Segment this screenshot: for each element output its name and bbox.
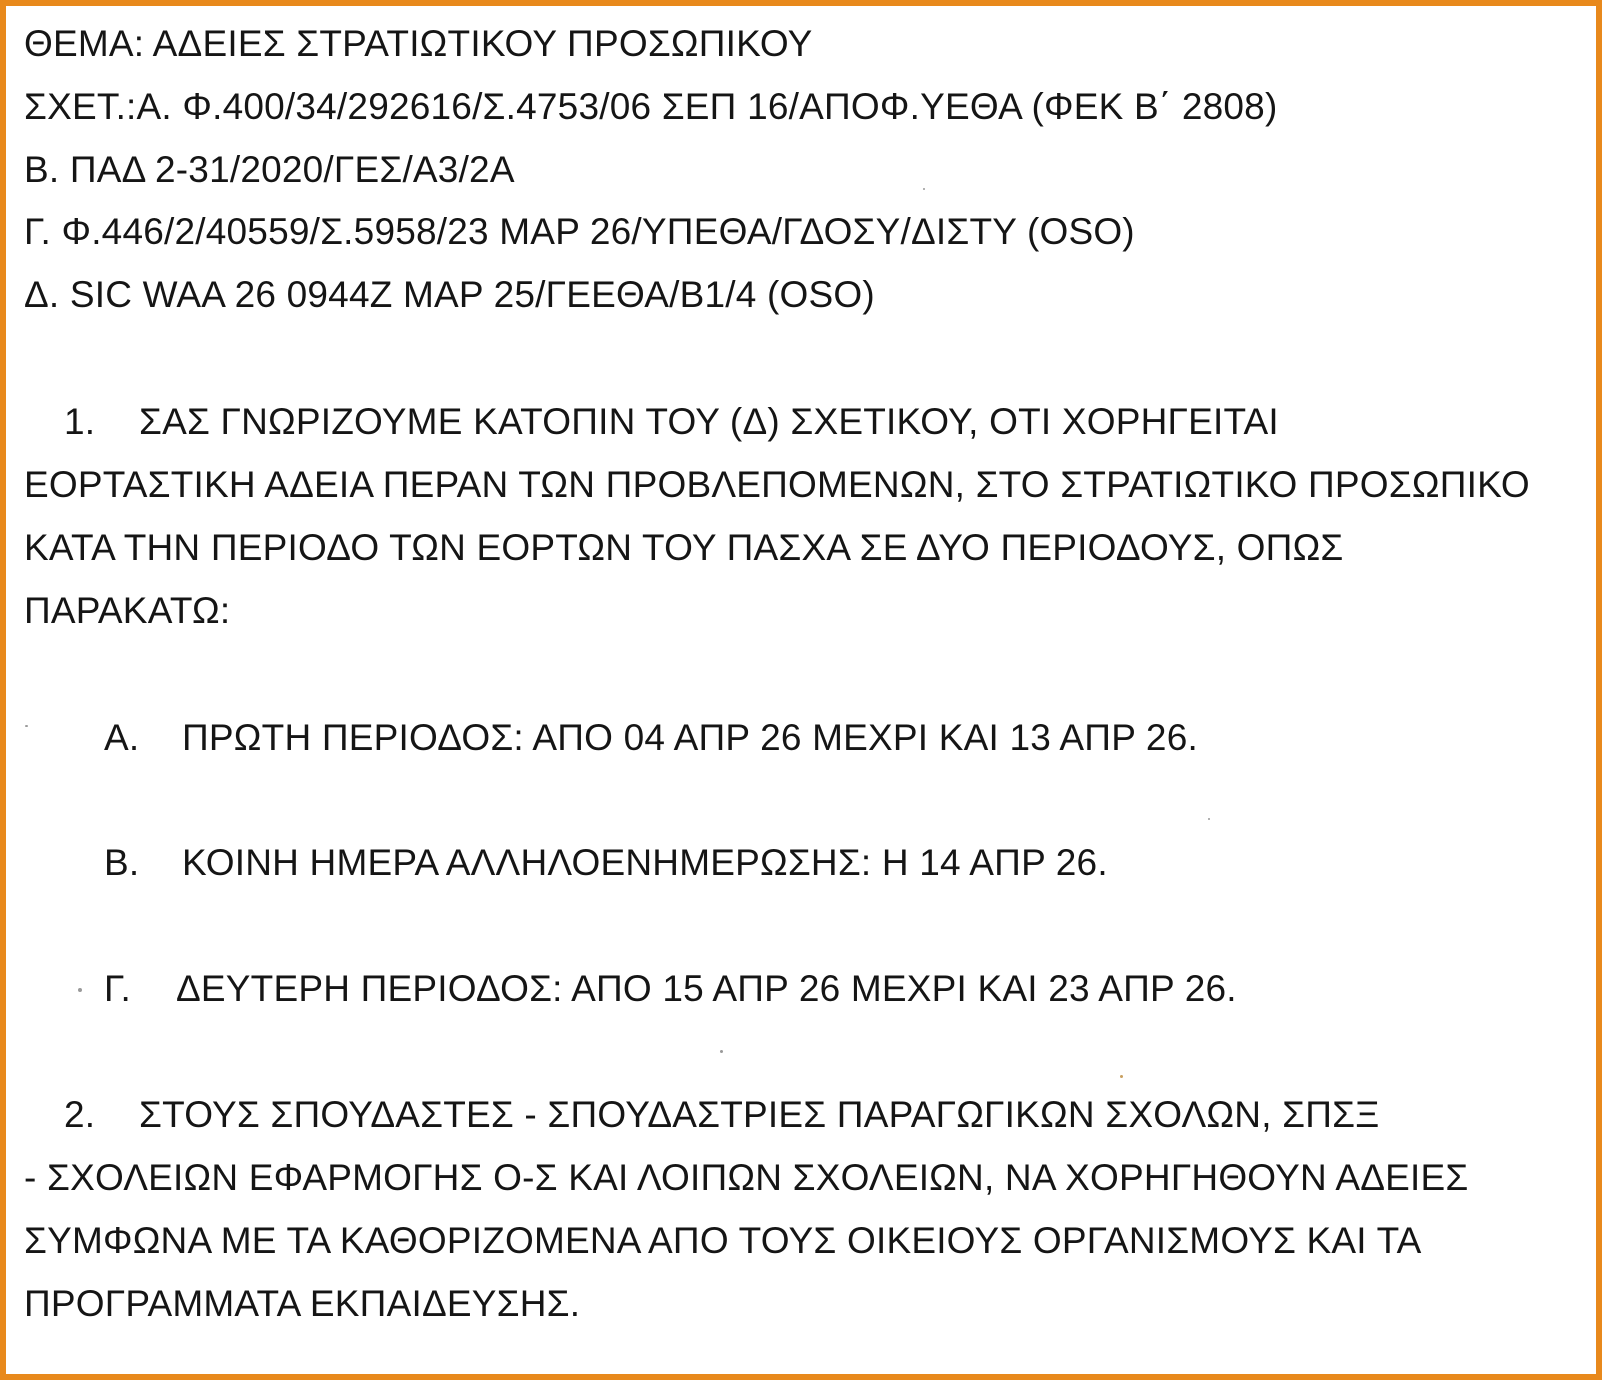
subject-line: ΘΕΜΑ: ΑΔΕΙΕΣ ΣΤΡΑΤΙΩΤΙΚΟΥ ΠΡΟΣΩΠΙΚΟΥ [24, 23, 813, 64]
scan-speck [25, 725, 28, 727]
scan-speck [1120, 1075, 1123, 1078]
reference-d: Δ. SIC WAA 26 0944Z ΜΑΡ 25/ΓΕΕΘΑ/Β1/4 (OSO) [24, 274, 875, 315]
item-b-letter: Β. [104, 842, 140, 883]
paragraph-1-number: 1. [64, 401, 96, 442]
item-a-letter: Α. [104, 717, 140, 758]
scan-speck [720, 1050, 723, 1053]
paragraph-2-number: 2. [64, 1094, 96, 1135]
paragraph-2-line: ΠΡΟΓΡΑΜΜΑΤΑ ΕΚΠΑΙΔΕΥΣΗΣ. [24, 1283, 581, 1324]
paragraph-1-line: ΣΑΣ ΓΝΩΡΙΖΟΥΜΕ ΚΑΤΟΠΙΝ ΤΟΥ (Δ) ΣΧΕΤΙΚΟΥ, ΟΤΙ ΧΟΡΗΓΕΙΤΑΙ [139, 401, 1279, 442]
item-a-text: ΠΡΩΤΗ ΠΕΡΙΟΔΟΣ: ΑΠΟ 04 ΑΠΡ 26 ΜΕΧΡΙ ΚΑΙ 13 ΑΠΡ 26. [182, 717, 1198, 758]
paragraph-2-line: - ΣΧΟΛΕΙΩΝ ΕΦΑΡΜΟΓΗΣ Ο-Σ ΚΑΙ ΛΟΙΠΩΝ ΣΧΟΛΕΙΩΝ, ΝΑ ΧΟΡΗΓΗΘΟΥΝ ΑΔΕΙΕΣ [24, 1157, 1469, 1198]
item-c-letter: Γ. [104, 968, 131, 1009]
scan-speck [78, 988, 82, 992]
reference-a: ΣΧΕΤ.:Α. Φ.400/34/292616/Σ.4753/06 ΣΕΠ 16/ΑΠΟΦ.ΥΕΘΑ (ΦΕΚ Β΄ 2808) [24, 86, 1278, 127]
reference-b: Β. ΠΑΔ 2-31/2020/ΓΕΣ/Α3/2Α [24, 149, 515, 190]
scan-speck [923, 188, 925, 190]
item-c-text: ΔΕΥΤΕΡΗ ΠΕΡΙΟΔΟΣ: ΑΠΟ 15 ΑΠΡ 26 ΜΕΧΡΙ ΚΑΙ 23 ΑΠΡ 26. [176, 968, 1237, 1009]
paragraph-1-line: ΕΟΡΤΑΣΤΙΚΗ ΑΔΕΙΑ ΠΕΡΑΝ ΤΩΝ ΠΡΟΒΛΕΠΟΜΕΝΩΝ, ΣΤΟ ΣΤΡΑΤΙΩΤΙΚΟ ΠΡΟΣΩΠΙΚΟ [24, 464, 1530, 505]
item-b-text: ΚΟΙΝΗ ΗΜΕΡΑ ΑΛΛΗΛΟΕΝΗΜΕΡΩΣΗΣ: Η 14 ΑΠΡ 26. [182, 842, 1108, 883]
scan-speck [1208, 818, 1210, 820]
reference-c: Γ. Φ.446/2/40559/Σ.5958/23 ΜΑΡ 26/ΥΠΕΘΑ/ΓΔΟΣΥ/ΔΙΣΤΥ (OSO) [24, 211, 1135, 252]
paragraph-1-line: ΚΑΤΑ ΤΗΝ ΠΕΡΙΟΔΟ ΤΩΝ ΕΟΡΤΩΝ ΤΟΥ ΠΑΣΧΑ ΣΕ ΔΥΟ ΠΕΡΙΟΔΟΥΣ, ΟΠΩΣ [24, 527, 1344, 568]
paragraph-1-line: ΠΑΡΑΚΑΤΩ: [24, 590, 231, 631]
paragraph-2-line: ΣΤΟΥΣ ΣΠΟΥΔΑΣΤΕΣ - ΣΠΟΥΔΑΣΤΡΙΕΣ ΠΑΡΑΓΩΓΙΚΩΝ ΣΧΟΛΩΝ, ΣΠΣΞ [139, 1094, 1380, 1135]
paragraph-2-line: ΣΥΜΦΩΝΑ ΜΕ ΤΑ ΚΑΘΟΡΙΖΟΜΕΝΑ ΑΠΟ ΤΟΥΣ ΟΙΚΕΙΟΥΣ ΟΡΓΑΝΙΣΜΟΥΣ ΚΑΙ ΤΑ [24, 1220, 1422, 1261]
